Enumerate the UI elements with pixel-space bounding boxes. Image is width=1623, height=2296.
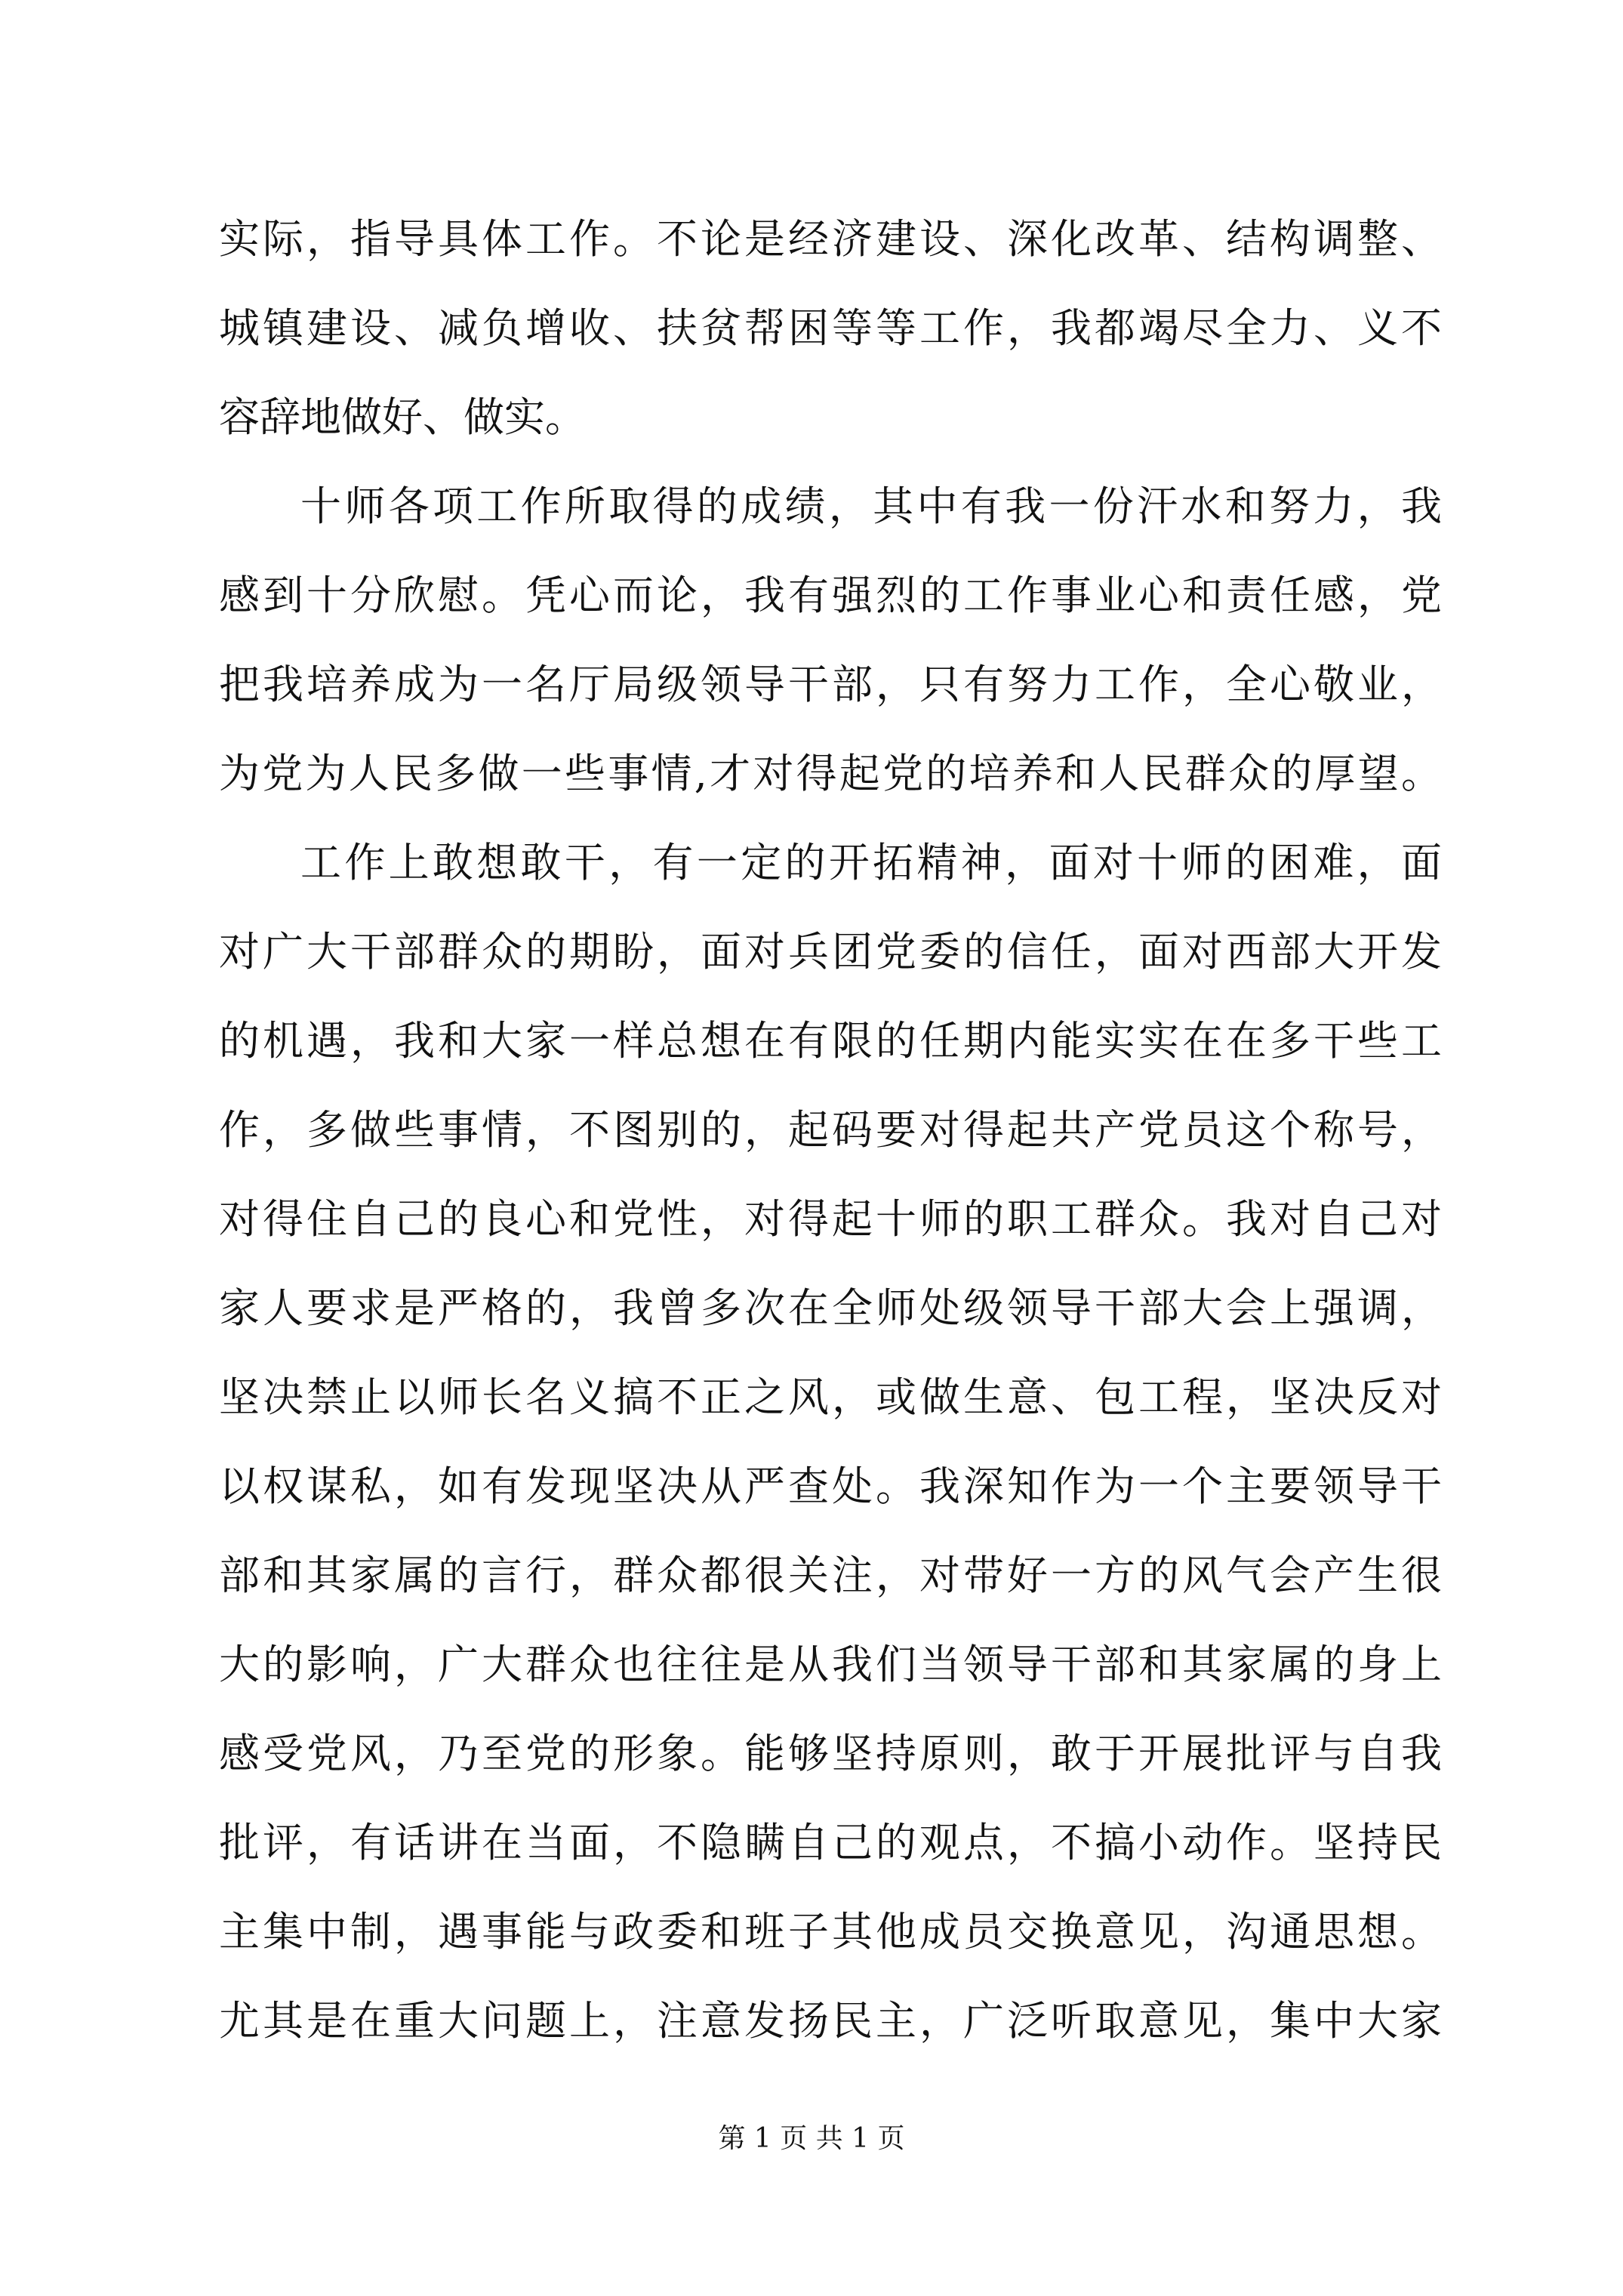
text-line-15: 以权谋私，如有发现坚决从严查处。我深知作为一个主要领导干 <box>219 1462 1442 1510</box>
text-line-18: 感受党风，乃至党的形象。能够坚持原则，敢于开展批评与自我 <box>219 1730 1442 1777</box>
page-footer: 第 1 页 共 1 页 <box>718 2123 905 2154</box>
text-line-4: 十师各项工作所取得的成绩，其中有我一份汗水和努力，我 <box>300 482 1442 530</box>
document-body <box>219 195 1442 2066</box>
text-line-2: 城镇建设、减负增收、扶贫帮困等等工作，我都竭尽全力、义不 <box>219 304 1442 352</box>
text-line-11: 作，多做些事情，不图别的，起码要对得起共产党员这个称号， <box>219 1106 1442 1154</box>
text-line-17: 大的影响，广大群众也往往是从我们当领导干部和其家属的身上 <box>219 1641 1442 1688</box>
text-line-16: 部和其家属的言行，群众都很关注，对带好一方的风气会产生很 <box>219 1552 1442 1599</box>
text-line-13: 家人要求是严格的，我曾多次在全师处级领导干部大会上强调， <box>219 1284 1442 1332</box>
text-line-14: 坚决禁止以师长名义搞不正之风，或做生意、包工程，坚决反对 <box>219 1373 1442 1421</box>
text-line-5: 感到十分欣慰。凭心而论，我有强烈的工作事业心和责任感，党 <box>219 572 1442 619</box>
text-line-19: 批评，有话讲在当面，不隐瞒自己的观点，不搞小动作。坚持民 <box>219 1819 1442 1866</box>
text-line-6: 把我培养成为一名厅局级领导干部，只有努力工作，全心敬业， <box>219 661 1442 708</box>
text-line-21: 尤其是在重大问题上，注意发扬民主，广泛听取意见，集中大家 <box>219 1997 1442 2045</box>
text-line-12: 对得住自己的良心和党性，对得起十师的职工群众。我对自己对 <box>219 1195 1442 1243</box>
text-line-9: 对广大干部群众的期盼，面对兵团党委的信任，面对西部大开发 <box>219 928 1442 975</box>
text-line-7: 为党为人民多做一些事情,才对得起党的培养和人民群众的厚望。 <box>219 750 1442 797</box>
text-line-10: 的机遇，我和大家一样总想在有限的任期内能实实在在多干些工 <box>219 1017 1442 1065</box>
text-line-3: 容辞地做好、做实。 <box>219 393 586 441</box>
text-line-20: 主集中制，遇事能与政委和班子其他成员交换意见，沟通思想。 <box>219 1908 1442 1955</box>
text-line-1: 实际，指导具体工作。不论是经济建设、深化改革、结构调整、 <box>219 215 1442 263</box>
text-line-8: 工作上敢想敢干，有一定的开拓精神，面对十师的困难，面 <box>300 839 1442 886</box>
